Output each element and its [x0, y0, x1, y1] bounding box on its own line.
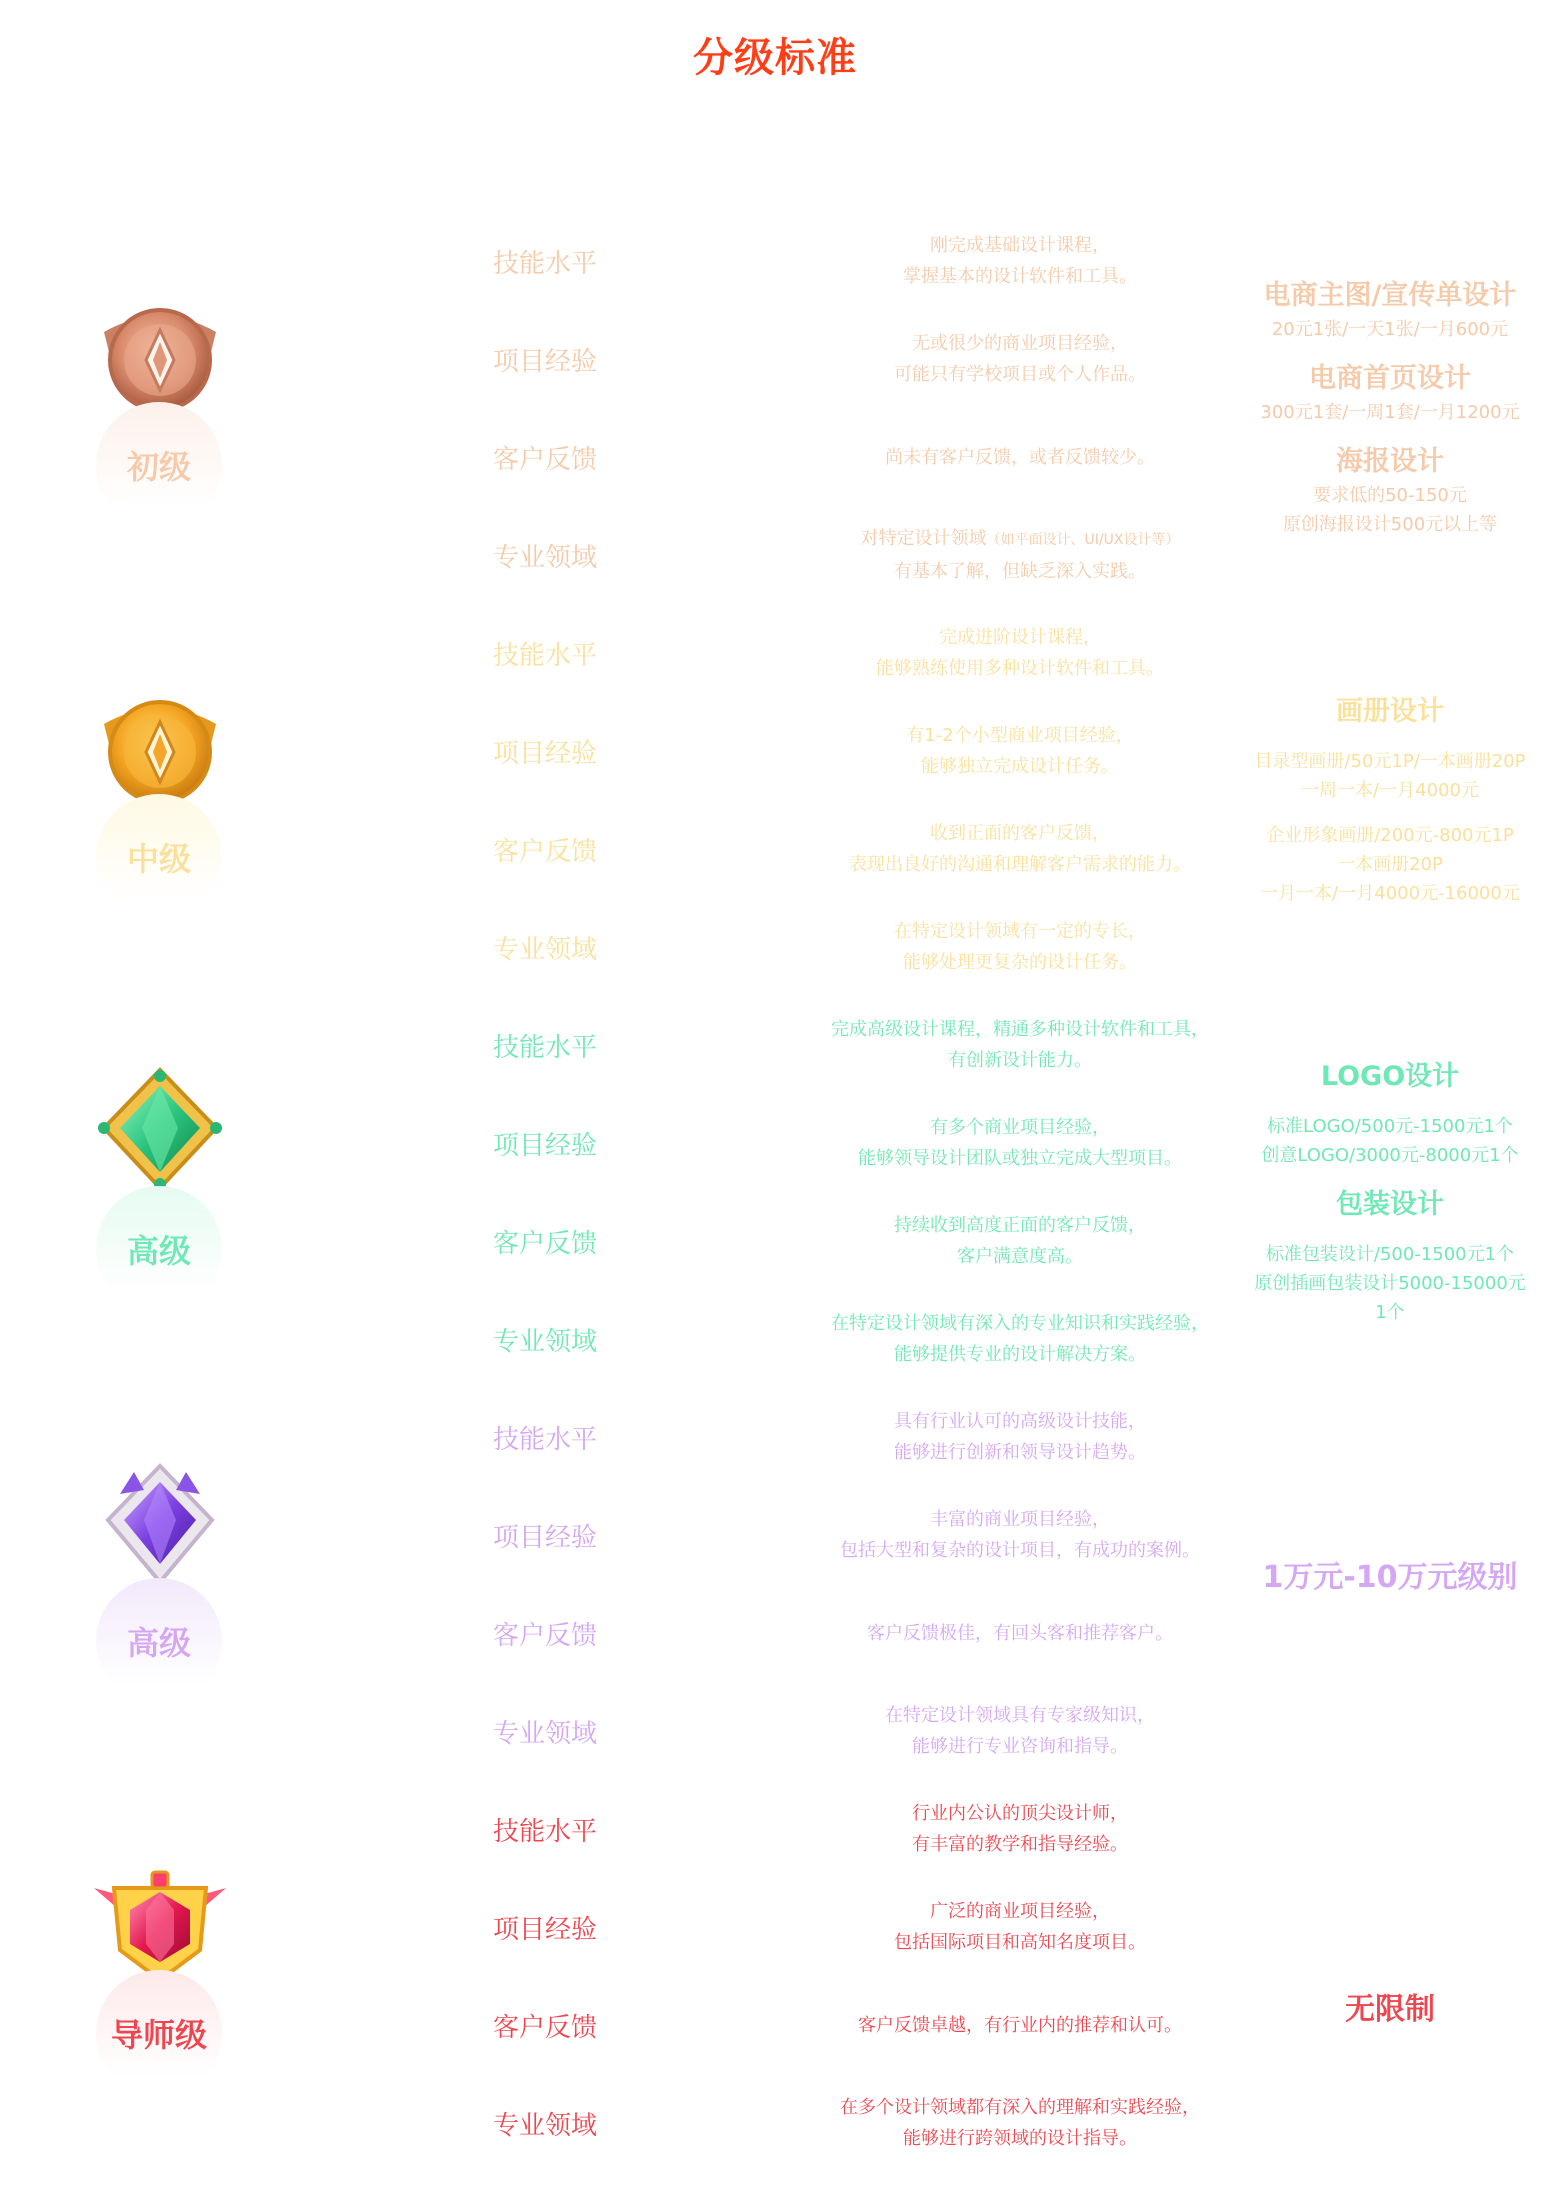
level-name: 初级: [126, 448, 191, 486]
price-line: 一月一本/一月4000元-16000元: [1260, 882, 1520, 904]
criteria-label: 技能水平: [492, 1424, 597, 1455]
description-line: [861, 523, 1180, 556]
criteria-label: 客户反馈: [492, 1620, 597, 1651]
criteria-description: [760, 1094, 1280, 1192]
description-line: 无或很少的商业项目经验，: [912, 333, 1128, 354]
criteria-label: 项目经验: [492, 1522, 597, 1553]
description-line: 完成进阶设计课程，: [939, 627, 1101, 648]
description-line: 有1-2个小型商业项目经验，: [906, 725, 1134, 746]
criteria-label: 专业领域: [492, 2110, 597, 2141]
price-line: 要求低的50-150元: [1313, 485, 1467, 506]
description-line: 客户满意度高。: [957, 1246, 1083, 1267]
description-line: 完成高级设计课程，精通多种设计软件和工具，: [831, 1019, 1209, 1040]
description-line: 表现出良好的沟通和理解客户需求的能力。: [849, 854, 1191, 875]
description-line: 有多个商业项目经验，: [930, 1117, 1110, 1138]
description-line: 在特定设计领域有一定的专长，: [894, 921, 1146, 942]
description-line: 能够提供专业的设计解决方案。: [894, 1344, 1146, 1365]
price-heading: 1万元-10万元级别: [1262, 1560, 1518, 1595]
description-line: 持续收到高度正面的客户反馈，: [894, 1215, 1146, 1236]
price-line: 目录型画册/50元1P/一本画册20P: [1254, 750, 1526, 772]
criteria-description: [760, 1780, 1280, 1878]
description-line: 广泛的商业项目经验，: [930, 1901, 1110, 1922]
criteria-description: [760, 212, 1280, 310]
description-line: 包括大型和复杂的设计项目，有成功的案例。: [840, 1540, 1200, 1561]
criteria-description: [760, 310, 1280, 408]
description-line: 能够进行创新和领导设计趋势。: [894, 1442, 1146, 1463]
tier-mentor: [0, 1780, 1550, 2172]
description-line: 可能只有学校项目或个人作品。: [894, 364, 1146, 385]
description-line: 行业内公认的顶尖设计师，: [912, 1803, 1128, 1824]
description-line: 能够处理更复杂的设计任务。: [903, 952, 1137, 973]
criteria-description: [760, 506, 1280, 604]
criteria-description: [760, 800, 1280, 898]
criteria-label: 技能水平: [492, 640, 597, 671]
criteria-label: 项目经验: [492, 738, 597, 769]
price-heading: 电商首页设计: [1309, 363, 1471, 394]
price-panel-mentor: [1225, 1810, 1550, 2202]
criteria-label: 技能水平: [492, 1816, 597, 1847]
price-line: 一周一本/一月4000元: [1301, 779, 1479, 801]
price-line: 原创插画包装设计5000-15000元: [1254, 1272, 1526, 1294]
criteria-label: 技能水平: [492, 248, 597, 279]
price-panel-senior: [1225, 996, 1550, 1388]
tier-intermediate: [0, 604, 1550, 996]
criteria-label: 客户反馈: [492, 1228, 597, 1259]
criteria-label: 客户反馈: [492, 2012, 597, 2043]
criteria-description: [760, 2074, 1280, 2172]
criteria-label: 客户反馈: [492, 836, 597, 867]
criteria-description: [760, 702, 1280, 800]
price-heading: 电商主图/宣传单设计: [1263, 280, 1517, 311]
level-name: 高级: [126, 1232, 191, 1270]
price-heading: 海报设计: [1336, 446, 1444, 477]
description-line: 具有行业认可的高级设计技能，: [894, 1411, 1146, 1432]
tier-senior: [0, 996, 1550, 1388]
criteria-description: [760, 1192, 1280, 1290]
description-line: 包括国际项目和高知名度项目。: [894, 1932, 1146, 1953]
criteria-description: [760, 1682, 1280, 1780]
criteria-description: [760, 1388, 1280, 1486]
price-line: 一本画册20P: [1337, 853, 1443, 875]
price-line: 标准包装设计/500-1500元1个: [1265, 1243, 1515, 1265]
description-line: 客户反馈卓越，有行业内的推荐和认可。: [858, 2014, 1182, 2036]
criteria-description: [760, 604, 1280, 702]
criteria-description: [760, 898, 1280, 996]
price-heading: LOGO设计: [1320, 1060, 1460, 1092]
description-line: 有创新设计能力。: [948, 1050, 1092, 1071]
criteria-label: 专业领域: [492, 542, 597, 573]
price-line: 20元1张/一天1张/一月600元: [1271, 319, 1509, 340]
criteria-description: [760, 1486, 1280, 1584]
criteria-label: 专业领域: [492, 1326, 597, 1357]
description-line: 有丰富的教学和指导经验。: [912, 1834, 1128, 1855]
criteria-label: 项目经验: [492, 1914, 597, 1945]
description-line: 刚完成基础设计课程，: [930, 235, 1110, 256]
criteria-label: 项目经验: [492, 1130, 597, 1161]
description-line: 能够领导设计团队或独立完成大型项目。: [858, 1148, 1182, 1169]
price-panel-expert: [1225, 1378, 1550, 1770]
criteria-label: 客户反馈: [492, 444, 597, 475]
criteria-description: [760, 408, 1280, 506]
price-line: 创意LOGO/3000元-8000元1个: [1261, 1144, 1519, 1166]
description-line: 能够独立完成设计任务。: [921, 756, 1119, 777]
description-line: 能够进行专业咨询和指导。: [912, 1736, 1128, 1757]
description-line: 在特定设计领域有深入的专业知识和实践经验，: [831, 1313, 1209, 1334]
criteria-description: [760, 1976, 1280, 2074]
description-line: 有基本了解，但缺乏深入实践。: [894, 561, 1146, 582]
criteria-label: 项目经验: [492, 346, 597, 377]
description-line: 在特定设计领域具有专家级知识，: [885, 1705, 1155, 1726]
price-line: 标准LOGO/500元-1500元1个: [1267, 1115, 1513, 1137]
description-note: （如平面设计、UI/UX设计等）: [986, 532, 1180, 548]
page-title: 分级标准: [693, 35, 857, 81]
description-line: 能够进行跨领域的设计指导。: [903, 2128, 1137, 2149]
price-line: 300元1套/一周1套/一月1200元: [1260, 402, 1520, 423]
price-line: 原创海报设计500元以上等: [1282, 514, 1498, 535]
price-panel-junior: [1225, 212, 1550, 604]
price-panel-intermediate: [1225, 604, 1550, 996]
description-text: 对特定设计领域: [860, 528, 987, 549]
criteria-label: 技能水平: [492, 1032, 597, 1063]
description-line: 在多个设计领域都有深入的理解和实践经验，: [840, 2097, 1200, 2118]
price-heading: 无限制: [1345, 1992, 1435, 2027]
criteria-description: [760, 1290, 1280, 1388]
description-line: 能够熟练使用多种设计软件和工具。: [876, 658, 1164, 679]
description-line: 丰富的商业项目经验，: [930, 1509, 1110, 1530]
level-name: 导师级: [110, 2016, 207, 2054]
criteria-description: [760, 1584, 1280, 1682]
criteria-description: [760, 1878, 1280, 1976]
criteria-label: 专业领域: [492, 1718, 597, 1749]
criteria-label: 专业领域: [492, 934, 597, 965]
level-name: 高级: [126, 1624, 191, 1662]
description-line: 收到正面的客户反馈，: [930, 823, 1110, 844]
tier-expert: [0, 1388, 1550, 1780]
price-line: 企业形象画册/200元-800元1P: [1266, 824, 1514, 846]
description-line: 掌握基本的设计软件和工具。: [903, 266, 1137, 287]
description-line: 尚未有客户反馈，或者反馈较少。: [885, 446, 1155, 468]
price-line: 1个: [1375, 1301, 1405, 1323]
tier-junior: [0, 212, 1550, 604]
price-heading: 包装设计: [1336, 1188, 1444, 1220]
description-line: 客户反馈极佳，有回头客和推荐客户。: [867, 1622, 1173, 1644]
level-name: 中级: [126, 840, 191, 878]
price-heading: 画册设计: [1336, 695, 1444, 727]
criteria-description: [760, 996, 1280, 1094]
